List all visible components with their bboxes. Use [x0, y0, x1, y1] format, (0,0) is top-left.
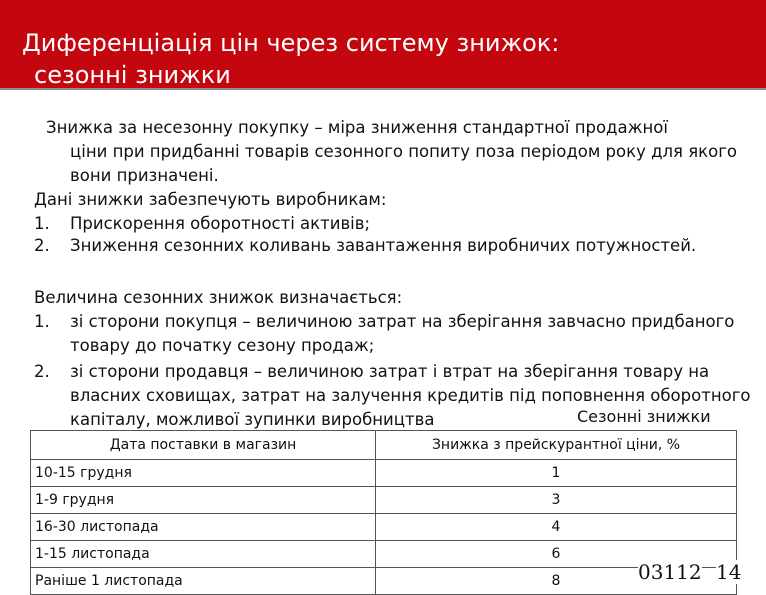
column-header-date: Дата поставки в магазин — [31, 431, 376, 460]
discount-cell: 8 — [376, 568, 737, 595]
table-caption: Сезонні знижки — [577, 407, 711, 426]
list-number: 1. — [34, 214, 50, 233]
slide-title: Диференціація цін через систему знижок: — [22, 29, 560, 57]
page-number: 14 — [716, 560, 742, 584]
discount-cell: 6 — [376, 541, 737, 568]
list-text: Прискорення оборотності активів; — [70, 214, 371, 233]
table-row — [31, 541, 737, 568]
date-cell: 16-30 листопада — [31, 514, 376, 541]
discount-cell: 1 — [376, 460, 737, 487]
magnitude-heading: Величина сезонних знижок визначається: — [34, 288, 403, 307]
date-cell: 10-15 грудня — [31, 460, 376, 487]
slide-code: 03112 — [638, 560, 702, 584]
list-text: Зниження сезонних коливань завантаження виробничих потужностей. — [70, 236, 697, 255]
date-cell: 1-9 грудня — [31, 487, 376, 514]
discount-cell: 4 — [376, 514, 737, 541]
discount-cell: 3 — [376, 487, 737, 514]
list-number: 1. — [34, 312, 50, 331]
seasonal-discounts-table — [30, 430, 737, 595]
list-text: зі сторони продавця – величиною затрат і втрат на зберігання товару на власних сховищах, затрат на залучення кредитів під поповнення оборотного капіталу, можливої зупинки виробництва — [70, 362, 751, 429]
intro-first-line: Знижка за несезонну покупку – міра зниження стандартної продажної — [46, 118, 668, 137]
list-number: 2. — [34, 236, 50, 255]
table-row — [31, 514, 737, 541]
title-banner — [0, 0, 766, 90]
intro-paragraph — [46, 116, 746, 188]
column-header-discount: Знижка з прейскурантної ціни, % — [376, 431, 737, 460]
table-row — [31, 487, 737, 514]
date-cell: 1-15 листопада — [31, 541, 376, 568]
list-number: 2. — [34, 362, 50, 381]
benefits-heading: Дані знижки забезпечують виробникам: — [34, 190, 387, 209]
table-row — [31, 460, 737, 487]
table-row — [31, 568, 737, 595]
table-header-row — [31, 431, 737, 460]
slide-subtitle: сезонні знижки — [34, 61, 231, 89]
date-cell: Раніше 1 листопада — [31, 568, 376, 595]
intro-continuation: ціни при придбанні товарів сезонного попиту поза періодом року для якого вони призначені. — [70, 142, 737, 185]
list-text: зі сторони покупця – величиною затрат на зберігання завчасно придбаного товару до початку сезону продаж; — [70, 312, 735, 355]
